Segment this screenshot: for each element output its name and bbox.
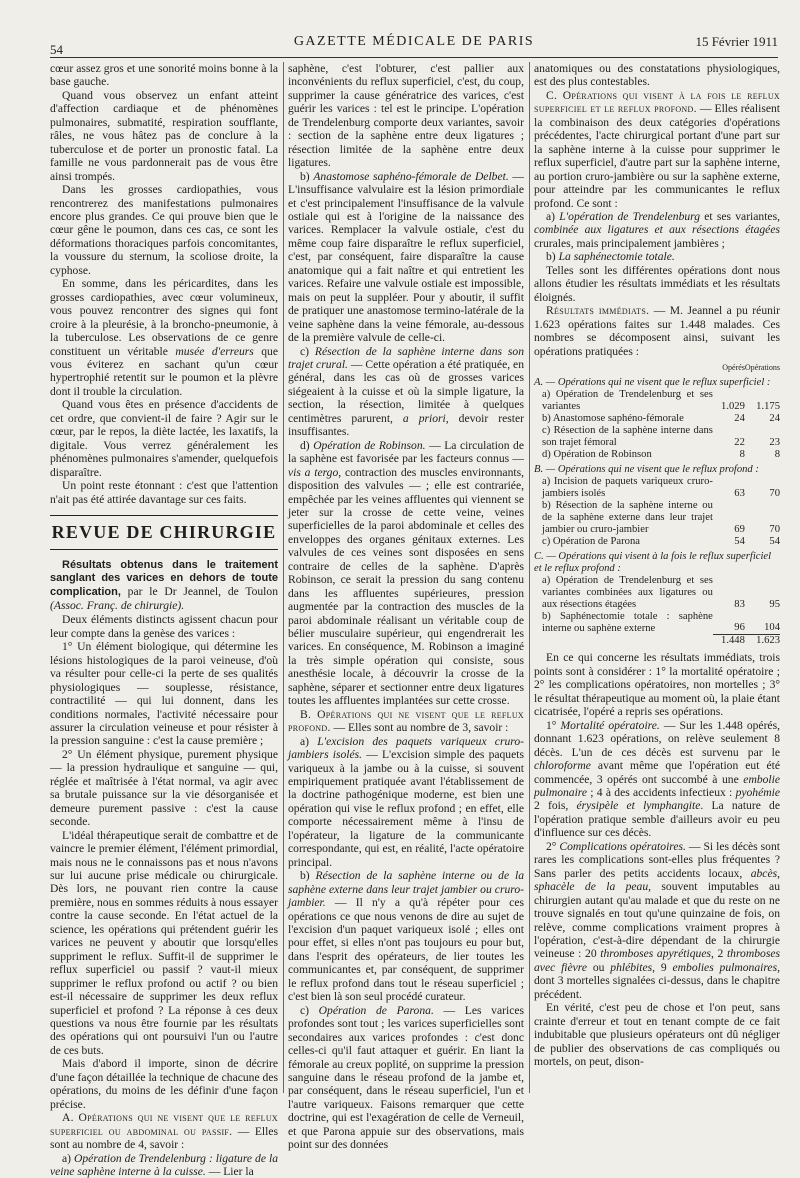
- table-cell-opere: 83: [734, 598, 745, 610]
- table-cell-operations: 24: [769, 412, 780, 424]
- table-cell-opere: 24: [734, 412, 745, 424]
- article-title: Résultats obtenus dans le traitement sanglant des varices en dehors de toute complication, par le Dr Jeannel, de Toulon (Assoc. Franç. de chirurgie).: [50, 559, 278, 613]
- paragraph: c) Opération de Parona. — Les varices profondes sont tout ; les varices superficielles sont secondaires aux varices profondes : c'est donc celles-ci qu'il faut attaquer et guérir. En liant la fémorale au creux poplité, on supprime la pression sanguine dans le réseau profond de la jambe et, par conséquent, dans le réseau superficiel, l'un et l'autre variqueux. Faisons remarquer que cette doctrine, qui est l'exagération de celle de Verneuil, et que Parona appuie sur des observations, mais point sur des données: [288, 1003, 525, 1152]
- paragraph: 2° Un élément physique, purement physique — la pression hydraulique et sanguine — qui, réglée et maîtrisée à l'état normal, va agir avec sa brutale puissance sur la vie désorganisée et demeure purement passive : c'est la cause seconde.: [50, 747, 278, 829]
- column-1: [50, 62, 279, 1178]
- table-row: [534, 425, 780, 449]
- paragraph: Quand vous observez un enfant atteint d'affection cardiaque et de phénomènes pulmonaires, submatité, respiration soufflante, râles, ne vous hâtez pas de conclure à la tuberculose et de porter un pronostic fatal. La famille ne vous pardonnerait pas de vous être ainsi trompés.: [50, 88, 278, 183]
- table-total-row: [534, 635, 780, 648]
- table-cell-total_opere: 1.448: [713, 635, 745, 648]
- paragraph: En somme, dans les péricardites, dans les grosses cardiopathies, avec cœur volumineux, vous pouvez rencontrer des signes qui font croire à la pleurésie, à la broncho-pneumonie, à la tuberculose. Les observations de ce genre constituent un véritable musée d'erreurs que vous éviterez en sachant qu'un cœur hypertrophié retentit sur le poumon et la plèvre dont il trouble la circulation.: [50, 277, 279, 398]
- table-cell-label: b) Saphénectomie totale : saphène interne ou saphène externe: [542, 610, 713, 634]
- table-cell-label: b) Anastomose saphéno-fémorale: [542, 412, 684, 424]
- journal-title: GAZETTE MÉDICALE DE PARIS: [293, 34, 535, 49]
- paragraph: 1° Mortalité opératoire. — Sur les 1.448 opérés, donnant 1.623 opérations, on relève seulement 8 décès. L'un de ces décès est survenu par le chloroforme avant même que l'opération eut été commencée, 3 opérés ont succombé à une embolie pulmonaire ; 4 à des accidents infectieux : pyohémie 2 fois, érysipèle et lymphangite. La nature de l'opération pratique semble d'ailleurs avoir eu peu d'influence sur ces décès.: [534, 718, 780, 840]
- column-divider: [529, 62, 530, 1093]
- table-group-title: C. — Opérations qui visent à la fois le reflux superficiel et le reflux profond :: [534, 550, 772, 574]
- paragraph: b) La saphénectomie totale.: [546, 250, 675, 264]
- paragraph: anatomiques ou des constatations physiologiques, est des plus contestables.: [534, 62, 780, 89]
- table-cell-total_operations: 1.623: [745, 635, 780, 648]
- table-cell-operations: 8: [774, 448, 780, 460]
- paragraph: Un point reste étonnant : c'est que l'attention n'ait pas été attirée davantage sur ces faits.: [50, 479, 278, 506]
- column-divider: [283, 62, 284, 1093]
- paragraph: b) Résection de la saphène interne ou de la saphène externe dans leur trajet jambier ou cruro-jambier. — Il n'y a qu'à répéter pour ces opérations ce que nous venons de dire au sujet de l'excision d'un paquet variqueux isolé ; elles ont pour effet, si elles n'ont pas toujours eu pour but, dans l'esprit des opérateurs, de lier toutes les communicantes et, par conséquent, de supprimer le reflux profond dans tout le réseau superficiel ; c'est bien là son seul procédé curateur.: [288, 869, 525, 1004]
- table-cell-operations: 54: [769, 535, 780, 547]
- table-cell-opere: 69: [734, 523, 745, 535]
- table-row: [534, 536, 780, 548]
- table-cell-label: a) Incision de paquets variqueux cruro-jambiers isolés: [542, 475, 713, 499]
- table-cell-label: b) Résection de la saphène interne ou de la saphène externe dans leur trajet jambier ou cruro-jambier: [542, 499, 713, 535]
- columns: [50, 62, 780, 1178]
- paragraph: saphène, c'est l'obturer, c'est pallier aux inconvénients du reflux superficiel, c'est, du coup, supprimer la cause génératrice des varices, c'est guérir les varices : tel est le principe. L'opération de Trendelenburg comporte deux variantes, savoir : section de la saphène entre deux ligatures ; résection limitée de la saphène entre deux ligatures.: [288, 62, 524, 170]
- page-number: 54: [50, 42, 63, 57]
- paragraph: B. Opérations qui ne visent que le reflux profond. — Elles sont au nombre de 3, savoir :: [288, 707, 524, 735]
- table-row: [534, 413, 780, 425]
- paragraph: a) L'opération de Trendelenburg et ses variantes, combinée aux ligatures et aux résections étagées crurales, mais principalement jambières ;: [534, 209, 780, 250]
- paragraph: a) L'excision des paquets variqueux cruro-jambiers isolés. — L'excision simple des paquets variqueux à la jambe ou à la cuisse, si souvent empiriquement pratiquée avant l'établissement de la doctrine pathogénique moderne, est bien une opération qui vise le reflux profond ; en effet, elle comporte nécessairement même à l'insu de l'opérateur, la ligature de la communicante correspondante, qui est, en réalité, l'acte opératoire principal.: [288, 734, 524, 869]
- table-cell-opere: 1.029: [721, 400, 745, 412]
- running-head: [50, 34, 778, 56]
- column-header-operations: Opérations: [744, 362, 780, 372]
- paragraph: 2° Complications opératoires. — Si les décès sont rares les complications sont-elles plus fréquentes ? Sans parler des petits accidents locaux, abcès, sphacèle de la peau, souvent imputables au chirurgien autant qu'au malade et que du reste on ne trouve signalés en tout qu'une quinzaine de fois, on relève, comme complications vraiment propres à l'opération, c'est-à-dire dépendant de la chirurgie veineuse : 20 thromboses apyrétiques, 2 thromboses avec fièvre ou phlébites, 9 embolies pulmonaires, dont 3 mortelles signalées ci-dessus, dans le chapitre précédent.: [534, 839, 780, 1001]
- table-cell-operations: 104: [764, 622, 780, 634]
- table-cell-opere: 8: [739, 448, 745, 460]
- paragraph: cœur assez gros et une sonorité moins bonne à la base gauche.: [50, 62, 278, 89]
- table-cell-label: c) Opération de Parona: [542, 535, 640, 547]
- paragraph: Deux éléments distincts agissent chacun pour leur compte dans la genèse des varices :: [50, 613, 278, 640]
- paragraph: L'idéal thérapeutique serait de combattre et de vaincre le premier élément, l'élément primordial, mais nous ne le connaissons pas et nous n'avons sur lui aucune prise médicale ou chirurgicale. Dès lors, ne pouvant rien contre la cause première, nous en sommes réduits à nous essayer contre la cause seconde. En l'état actuel de la science, les opérations qui prétendent guérir les varices ne peuvent y aboutir que lorsqu'elles suppriment le reflux. Suffit-il de supprimer le reflux superficiel ou passif ? vaut-il mieux supprimer le reflux profond ou actif ? ou bien est-il nécessaire de supprimer les deux reflux superficiel et profond ? La réponse à ces deux questions va nous être fournie par les résultats des opérations qui ont poursuivi l'un ou l'autre de ces buts.: [50, 828, 278, 1057]
- paragraph: C. Opérations qui visent à la fois le reflux superficiel et le reflux profond. — Elles réalisent la combinaison des deux catégories d'opérations précédentes, l'acte chirurgical portant d'une part sur la saphène interne à la cuisse pour supprimer le reflux superficiel, d'autre part sur la saphène interne, au portion cruro-jambière ou sur la saphène externe, pour atteindre par les communicantes le reflux profond. Ce sont :: [534, 88, 780, 210]
- table-cell-operations: 1.175: [756, 400, 780, 412]
- table-cell-operations: 70: [769, 523, 780, 535]
- table-cell-opere: 22: [734, 436, 745, 448]
- paragraph: 1° Un élément biologique, qui détermine les lésions histologiques de la paroi veineuse, d'où va résulter pour celle-ci la perte de ses qualités physiologiques — souplesse, résistance, contractilité — qui lui donnent, dans les conditions normales, l'activité nécessaire pour assurer la circulation veineuse et pour résister à la pression sanguine : c'est la cause première ;: [50, 640, 278, 748]
- column-header-operes: Opérés: [722, 362, 745, 372]
- table-row: [534, 449, 780, 461]
- operations-table: [534, 362, 780, 648]
- table-cell-operations: 95: [769, 598, 780, 610]
- paragraph: Mais d'abord il importe, sinon de décrire d'une façon détaillée la technique de chacune des opérations, du moins de les définir d'une façon précise.: [50, 1057, 278, 1111]
- table-group-title: A. — Opérations qui ne visent que le reflux superficiel :: [534, 376, 771, 388]
- paragraph: Telles sont les différentes opérations dont nous allons étudier les résultats immédiats et les résultats éloignés.: [534, 263, 780, 304]
- table-row: [534, 389, 780, 413]
- issue-date: 15 Février 1911: [695, 34, 778, 49]
- table-row: [534, 611, 780, 635]
- table-row: [534, 575, 780, 611]
- table-cell-opere: 63: [734, 487, 745, 499]
- paragraph: En ce qui concerne les résultats immédiats, trois points sont à considérer : 1° la mortalité opératoire ; 2° les complications opératoires, non mortelles ; 3° le résultat thérapeutique au moment où, la plaie étant cicatrisée, l'opéré a repris ses opérations.: [534, 651, 780, 719]
- table-row: [534, 500, 780, 536]
- table-cell-opere: 54: [734, 535, 745, 547]
- table-cell-operations: 23: [769, 436, 780, 448]
- table-header-row: [534, 362, 780, 374]
- paragraph: b) Anastomose saphéno-fémorale de Delbet. — L'insuffisance valvulaire est la lésion primordiale et c'est principalement l'insuffisance de la valvule ostiale qui est à l'origine de la naissance des varices. Remplacer la valvule ostiale, c'est du même coup faire disparaître le reflux superficiel, c'est, par conséquent, faire disparaître la cause anatomique qui a fait naître et qui entretient les varices. Refaire une valvule ostiale est impossible, mais on peut la suppléer. Pour y aboutir, il suffit de pratiquer une anastomose termino-latérale de la veine saphène dans la veine fémorale, au-dessous de la première valvule de celle-ci.: [288, 169, 524, 345]
- table-group-title: B. — Opérations qui ne visent que le reflux profond :: [534, 463, 759, 475]
- paragraph: d) Opération de Robinson. — La circulation de la saphène est favorisée par les facteurs connus — vis a tergo, contraction des muscles environnants, disposition des valvules — ; elle est contrariée, empêchée par les veines affluentes qui viennent se jeter sur la crosse de cette veine, veines superficielles de la paroi abdominale et celles des enveloppes des organes génitaux externes. Les valvules de ces veines sont disposées en sens contraire de celles de la saphène. D'après Robinson, ce serait la pression du sang contenu dans les affluentes supérieures, pression augmentée par la contraction des muscles de la paroi abdominale réalisant un véritable coup de bélier musculaire supérieur, qui engendrerait les varices. En conséquence, M. Robinson a imaginé la très simple opération qui consiste, sous anesthésie locale, à découvrir la crosse de la saphène, séparer et sectionner entre deux ligatures toutes les affluentes implantées sur cette crosse.: [288, 438, 524, 708]
- table-cell-label: a) Opération de Trendelenburg et ses variantes: [542, 388, 713, 412]
- table-cell-label: c) Résection de la saphène interne dans son trajet fémoral: [542, 424, 713, 448]
- section-title: REVUE DE CHIRURGIE: [50, 515, 278, 550]
- table-cell-label: d) Opération de Robinson: [542, 448, 652, 460]
- header-rule: [50, 57, 778, 58]
- paragraph: Quand vous êtes en présence d'accidents de cet ordre, que convient-il de faire ? Agir sur le cœur, par le repos, la diète lactée, les laxatifs, la digitale. Vous verrez généralement les phénomènes pulmonaires s'amender, quelquefois disparaître.: [50, 398, 278, 479]
- paragraph: Résultats immédiats. — M. Jeannel a pu réunir 1.623 opérations faites sur 1.448 malades. Ces nombres se décomposent ainsi, suivant les opérations pratiquées :: [534, 304, 780, 358]
- table-cell-opere: 96: [734, 622, 745, 634]
- table-cell-label: a) Opération de Trendelenburg et ses variantes combinées aux ligatures ou aux résections étagées: [542, 574, 713, 610]
- table-row: [534, 476, 780, 500]
- column-3: [534, 62, 780, 1093]
- paragraph: c) Résection de la saphène interne dans son trajet crural. — Cette opération a été pratiquée, en général, dans les cas où de grosses varices siégeaient à la cuisse et où la simple ligature, la section, la résection, limitée à quelques centimètres parurent, a priori, devoir rester insuffisantes.: [288, 344, 525, 439]
- paragraph: a) Opération de Trendelenburg : ligature de la veine saphène interne à la cuisse. — Lier la: [50, 1151, 279, 1178]
- column-2: [288, 62, 525, 1152]
- paragraph: A. Opérations qui ne visent que le reflux superficiel ou abdominal ou passif. — Elles sont au nombre de 4, savoir :: [50, 1111, 278, 1152]
- paragraph: En vérité, c'est peu de chose et l'on peut, sans crainte d'erreur et tout en tenant compte de ce fait indubitable que plusieurs opérateurs ont dû négliger de publier des observations de cas compliqués ou mortels, on peut, dison-: [534, 1001, 780, 1069]
- paragraph: Dans les grosses cardiopathies, vous rencontrerez des manifestations pulmonaires encore plus grandes. Ce qui prouve bien que le cœur gêne le poumon, dans ces cas, ce sont les déformations thoraciques parfois concomitantes, la voussure du sternum, la scoliose droite, la cyphose.: [50, 183, 278, 277]
- table-cell-operations: 70: [769, 487, 780, 499]
